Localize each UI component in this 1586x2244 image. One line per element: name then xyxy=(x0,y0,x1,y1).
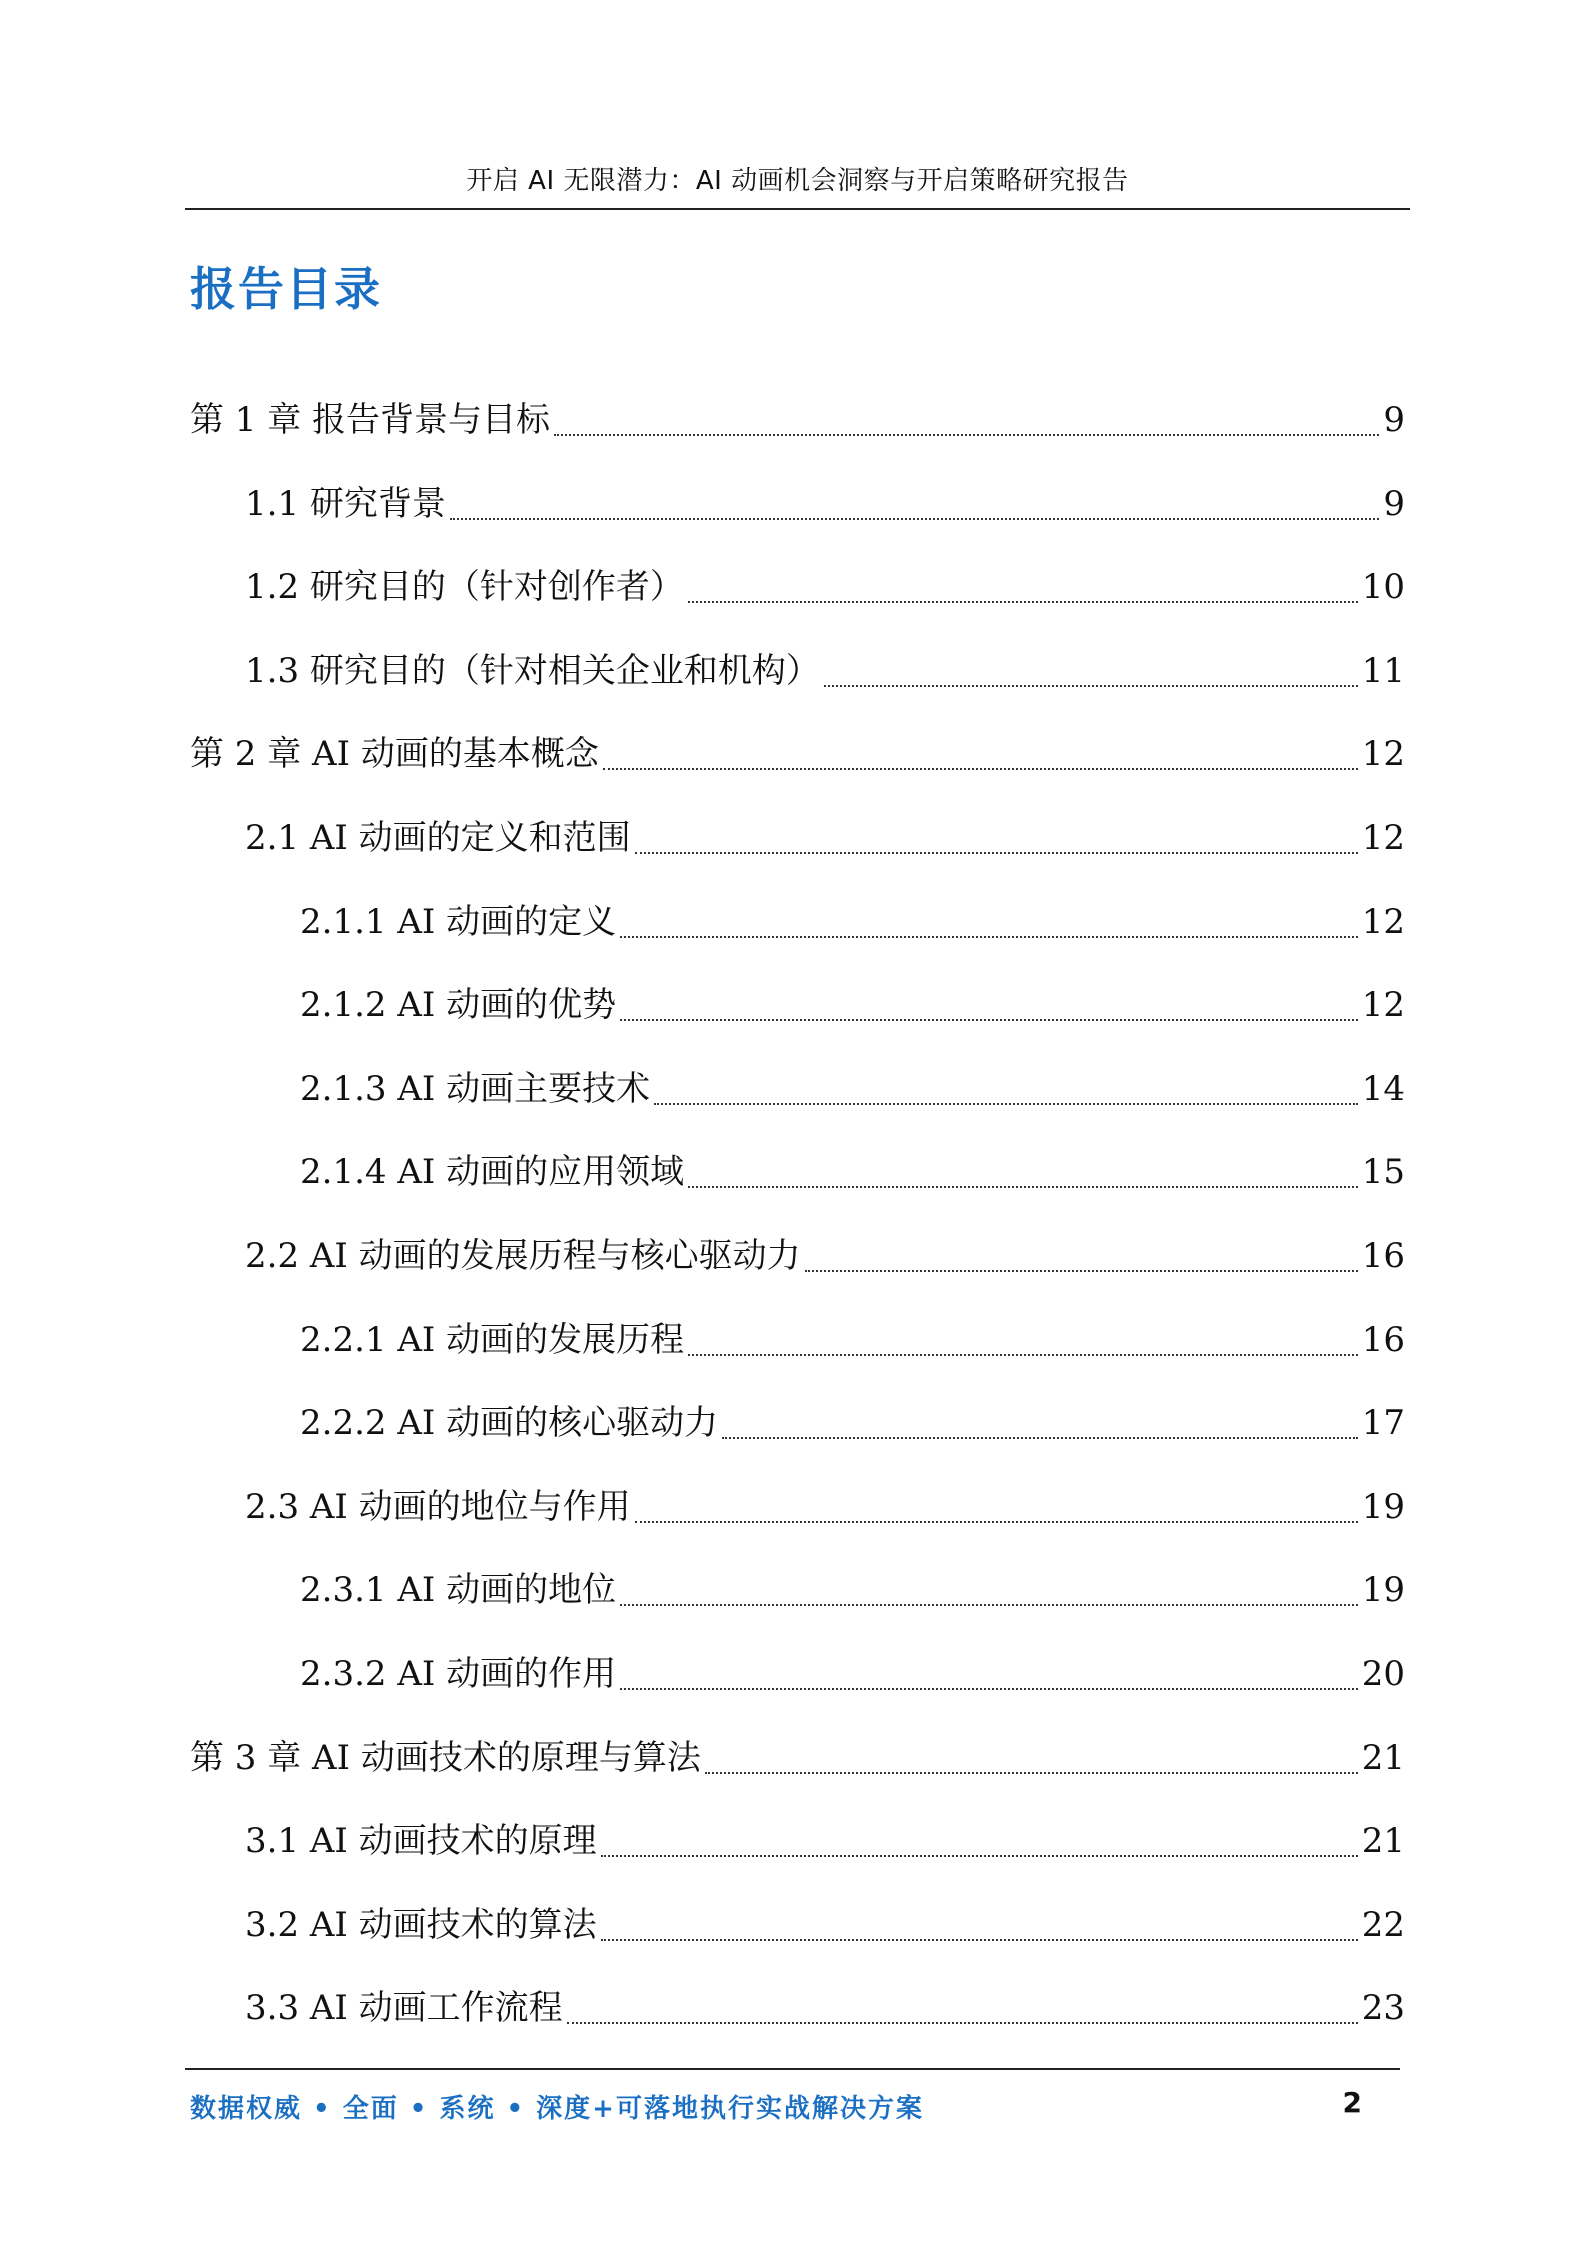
toc-entry-title: 1.2 研究目的（针对创作者） xyxy=(245,567,684,607)
toc-entry[interactable] xyxy=(300,892,1405,952)
toc-entry-title: 第 3 章 AI 动画技术的原理与算法 xyxy=(190,1738,701,1778)
toc-entry-title: 2.3 AI 动画的地位与作用 xyxy=(245,1487,631,1527)
toc-entry-title: 2.1.3 AI 动画主要技术 xyxy=(300,1069,651,1109)
toc-entry[interactable] xyxy=(245,641,1405,701)
toc-entry-title: 第 1 章 报告背景与目标 xyxy=(190,400,551,440)
toc-entry-title: 2.2.1 AI 动画的发展历程 xyxy=(300,1320,685,1360)
toc-entry[interactable] xyxy=(245,1477,1405,1537)
toc-entry-page-number: 20 xyxy=(1361,1654,1405,1694)
toc-entry-title: 3.2 AI 动画技术的算法 xyxy=(245,1905,597,1945)
toc-entry-page-number: 10 xyxy=(1361,567,1405,607)
toc-dot-leader xyxy=(620,1019,1358,1021)
toc-dot-leader xyxy=(620,1604,1358,1606)
toc-entry-title: 2.1.2 AI 动画的优势 xyxy=(300,985,617,1025)
toc-dot-leader xyxy=(554,434,1379,436)
running-header-title: 开启 AI 无限潜力：AI 动画机会洞察与开启策略研究报告 xyxy=(466,166,1129,196)
toc-dot-leader xyxy=(805,1270,1358,1272)
toc-dot-leader xyxy=(635,852,1358,854)
toc-entry-title: 3.1 AI 动画技术的原理 xyxy=(245,1821,597,1861)
toc-dot-leader xyxy=(824,685,1358,687)
toc-entry-page-number: 19 xyxy=(1361,1570,1405,1610)
toc-dot-leader xyxy=(601,1939,1358,1941)
toc-entry-title: 2.1.4 AI 动画的应用领域 xyxy=(300,1152,685,1192)
toc-entry-title: 2.2 AI 动画的发展历程与核心驱动力 xyxy=(245,1236,801,1276)
toc-entry-page-number: 21 xyxy=(1361,1738,1405,1778)
toc-entry-page-number: 12 xyxy=(1361,985,1405,1025)
toc-dot-leader xyxy=(722,1437,1358,1439)
toc-entry[interactable] xyxy=(245,1226,1405,1286)
toc-entry[interactable] xyxy=(245,1978,1405,2038)
toc-dot-leader xyxy=(688,1354,1358,1356)
toc-entry[interactable] xyxy=(300,1059,1405,1119)
footer-slogan: 数据权威 • 全面 • 系统 • 深度+可落地执行实战解决方案 xyxy=(190,2094,924,2124)
toc-entry-page-number: 15 xyxy=(1361,1152,1405,1192)
toc-entry-page-number: 12 xyxy=(1361,818,1405,858)
toc-entry-title: 2.3.2 AI 动画的作用 xyxy=(300,1654,617,1694)
footer-page-number: 2 xyxy=(1342,2086,1362,2119)
header-divider xyxy=(185,208,1410,210)
toc-entry[interactable] xyxy=(300,1393,1405,1453)
toc-entry-title: 2.1.1 AI 动画的定义 xyxy=(300,902,617,942)
toc-entry-title: 第 2 章 AI 动画的基本概念 xyxy=(190,734,599,774)
toc-entry-page-number: 14 xyxy=(1361,1069,1405,1109)
toc-entry-page-number: 23 xyxy=(1361,1988,1405,2028)
toc-entry-page-number: 9 xyxy=(1383,400,1405,440)
toc-entry-page-number: 19 xyxy=(1361,1487,1405,1527)
toc-entry[interactable] xyxy=(245,808,1405,868)
toc-entry[interactable] xyxy=(300,1644,1405,1704)
toc-entry-title: 2.2.2 AI 动画的核心驱动力 xyxy=(300,1403,719,1443)
toc-entry-page-number: 12 xyxy=(1361,734,1405,774)
toc-entry[interactable] xyxy=(190,724,1405,784)
toc-entry[interactable] xyxy=(245,557,1405,617)
toc-dot-leader xyxy=(620,936,1358,938)
toc-dot-leader xyxy=(688,601,1358,603)
toc-entry-page-number: 22 xyxy=(1361,1905,1405,1945)
toc-dot-leader xyxy=(705,1772,1358,1774)
toc-entry-title: 3.3 AI 动画工作流程 xyxy=(245,1988,563,2028)
toc-entry[interactable] xyxy=(300,1560,1405,1620)
toc-entry[interactable] xyxy=(190,390,1405,450)
toc-entry-page-number: 16 xyxy=(1361,1320,1405,1360)
page-title: 报告目录 xyxy=(190,261,382,316)
toc-entry-title: 2.1 AI 动画的定义和范围 xyxy=(245,818,631,858)
toc-dot-leader xyxy=(567,2022,1358,2024)
toc-entry-page-number: 16 xyxy=(1361,1236,1405,1276)
toc-entry-page-number: 12 xyxy=(1361,902,1405,942)
toc-dot-leader xyxy=(620,1688,1358,1690)
toc-entry-page-number: 17 xyxy=(1361,1403,1405,1443)
toc-entry[interactable] xyxy=(245,1811,1405,1871)
toc-entry[interactable] xyxy=(300,1142,1405,1202)
toc-dot-leader xyxy=(601,1855,1358,1857)
toc-dot-leader xyxy=(654,1103,1358,1105)
toc-entry-title: 1.1 研究背景 xyxy=(245,484,446,524)
toc-entry-title: 1.3 研究目的（针对相关企业和机构） xyxy=(245,651,820,691)
toc-entry[interactable] xyxy=(300,975,1405,1035)
toc-dot-leader xyxy=(450,518,1379,520)
toc-entry-page-number: 9 xyxy=(1383,484,1405,524)
footer-divider xyxy=(185,2068,1400,2070)
toc-dot-leader xyxy=(688,1186,1358,1188)
toc-entry[interactable] xyxy=(245,1895,1405,1955)
toc-dot-leader xyxy=(603,768,1358,770)
toc-dot-leader xyxy=(635,1521,1358,1523)
toc-entry[interactable] xyxy=(245,474,1405,534)
toc-entry-page-number: 21 xyxy=(1361,1821,1405,1861)
toc-entry-page-number: 11 xyxy=(1361,651,1405,691)
toc-entry[interactable] xyxy=(190,1728,1405,1788)
toc-entry-title: 2.3.1 AI 动画的地位 xyxy=(300,1570,617,1610)
toc-entry[interactable] xyxy=(300,1310,1405,1370)
